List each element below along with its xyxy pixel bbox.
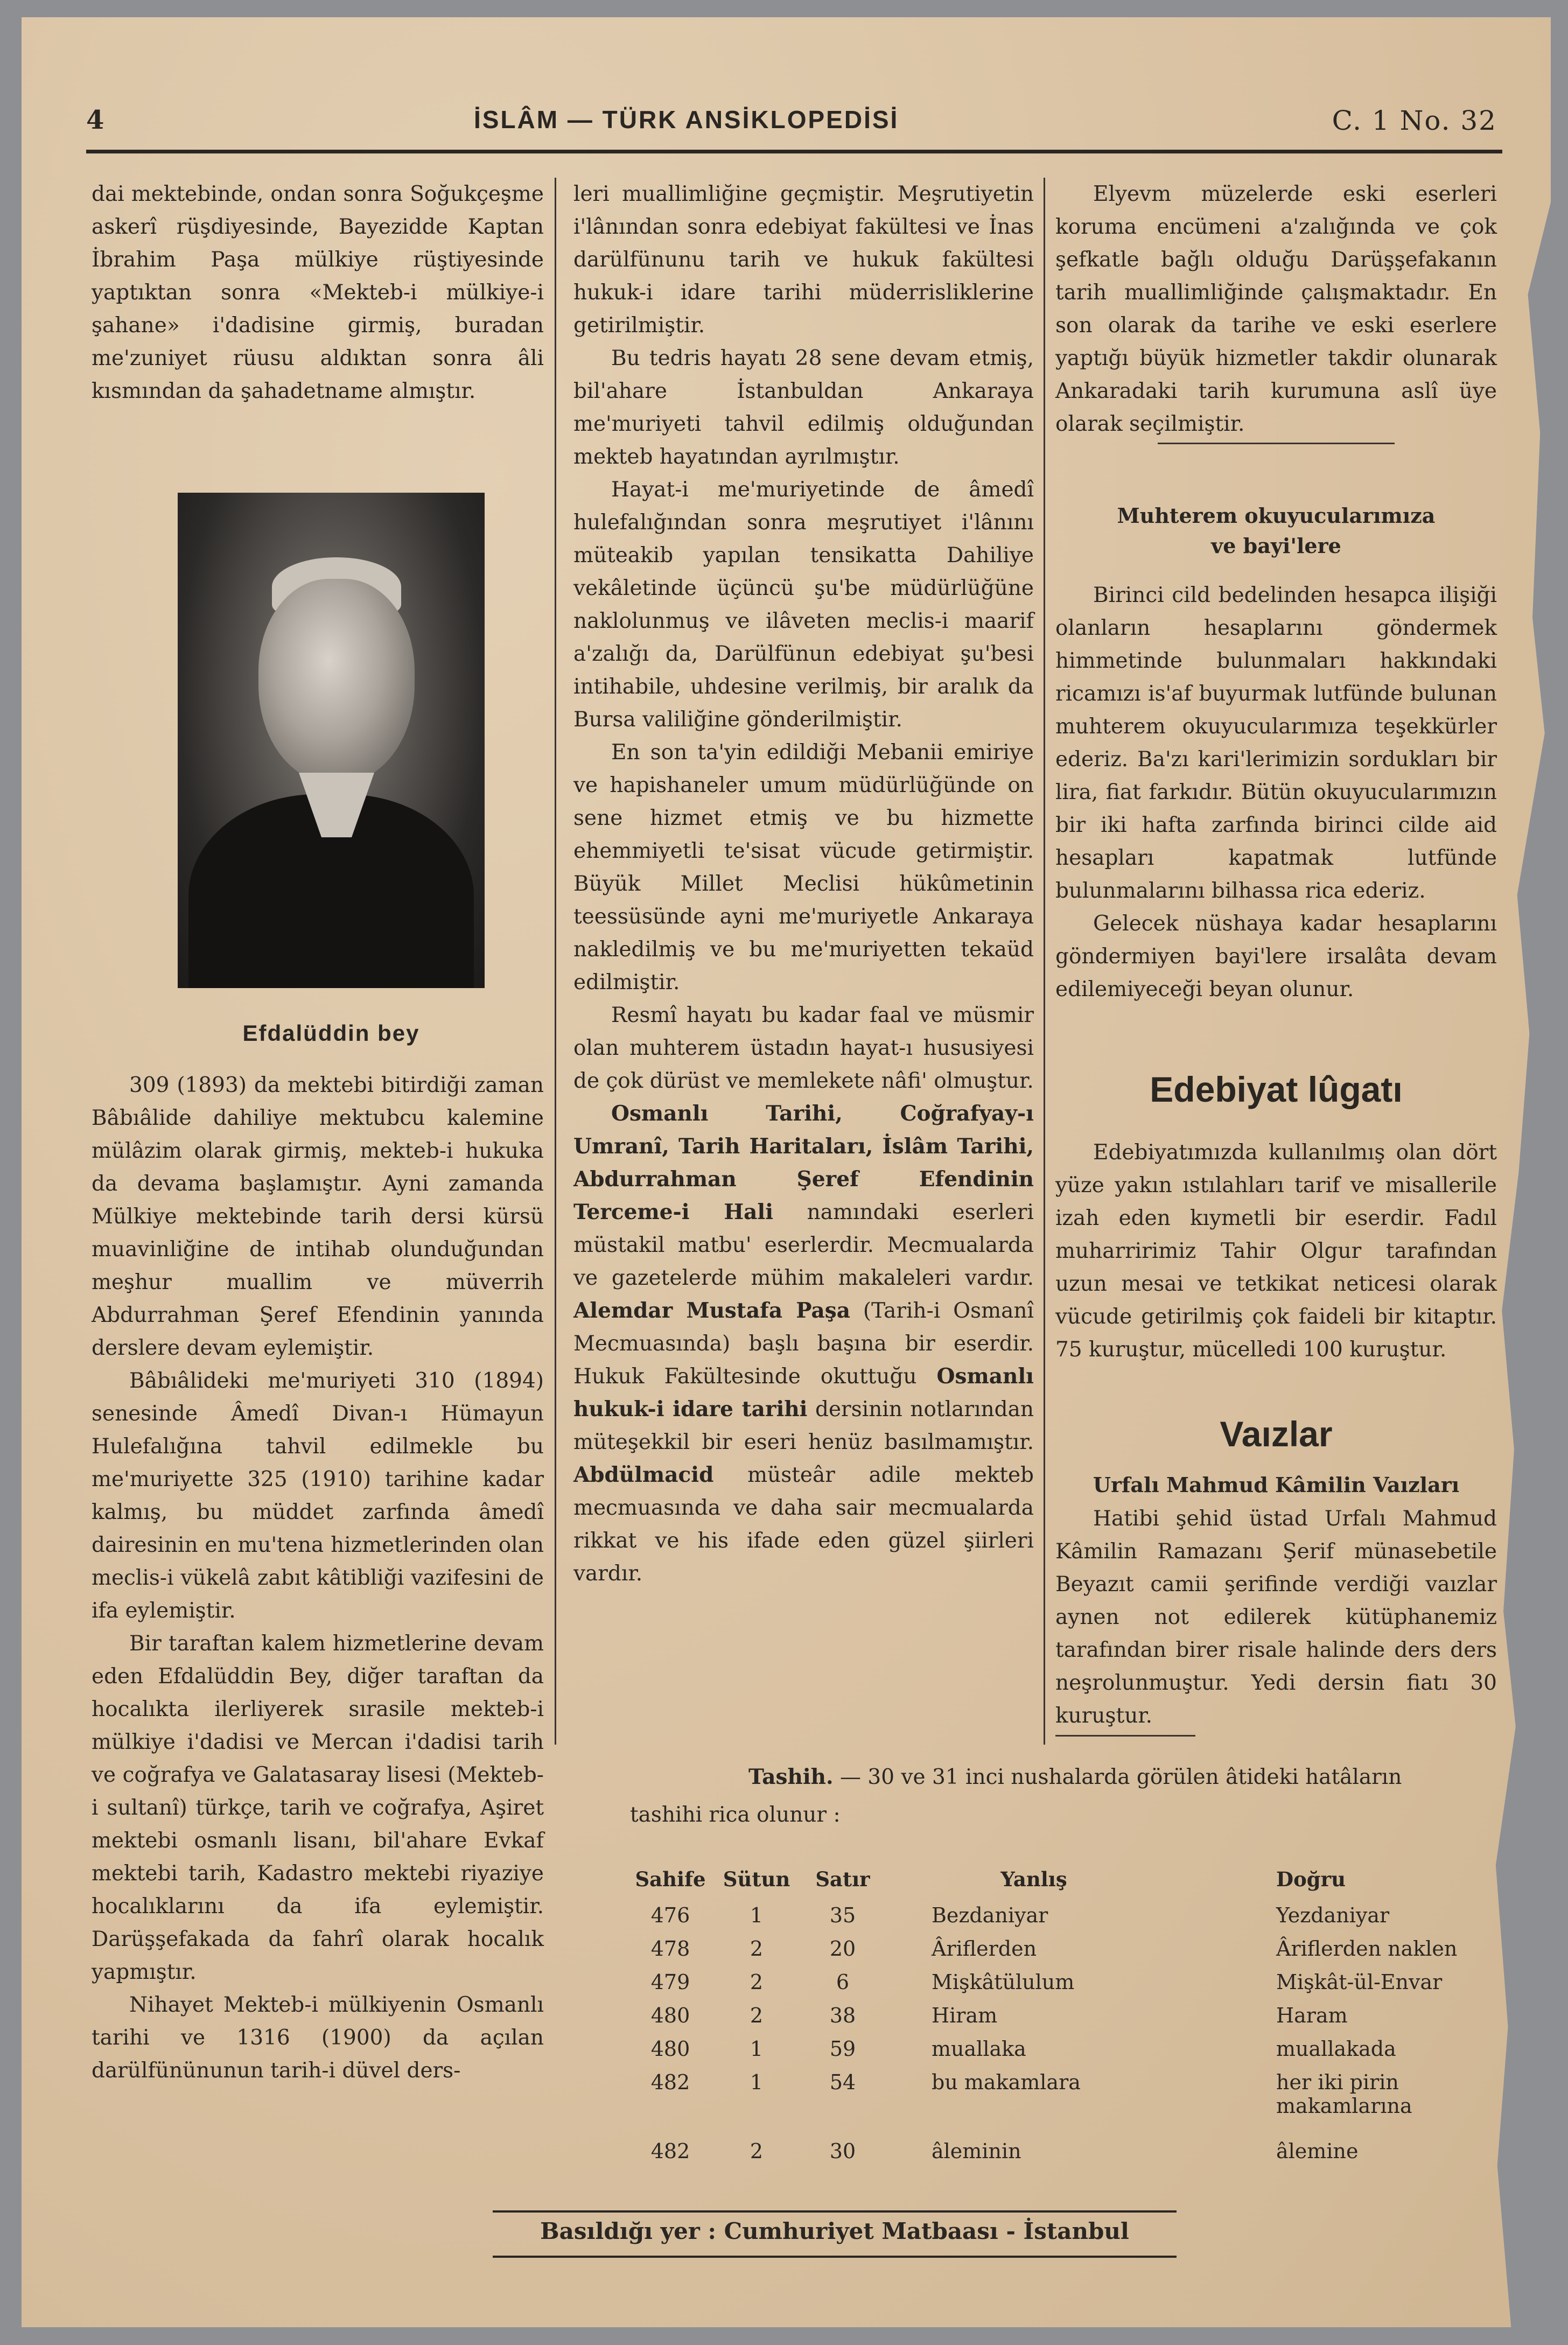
works-text-2: (Tarih-i Osmanî Mecmuasında) başlı başına bir eserdir. Hukuk Fakültesinde okuttuğu	[573, 1299, 1034, 1389]
cell-line: 35	[829, 1903, 856, 1927]
header-line: Satır	[815, 1867, 870, 1891]
cell-line: 59	[829, 2037, 856, 2061]
portrait-photo	[178, 493, 485, 988]
journal-title: İSLÂM — TÜRK ANSİKLOPEDİSİ	[474, 106, 899, 134]
cell-wrong: bu makamlara	[932, 2070, 1081, 2094]
edebiyat-title: Edebiyat lûgatı	[1150, 1069, 1403, 1109]
table-row	[630, 2070, 1470, 2118]
cell-right: Âriflerden naklen	[1276, 1937, 1458, 1961]
right-intro-paragraph: Elyevm müzelerde eski eserleri koruma encümeni a'zalığında ve çok şefkatle bağlı olduğu Darüşşefakanın tarih muallimliğinde çalışmaktadır. En son olarak da tarihe ve eski eserlere yaptığı büyük hizmetler takdir olunarak Ankaradaki tarih kurumuna aslî üye olarak seçilmiştir.	[1055, 182, 1497, 436]
cell-wrong: Âriflerden	[932, 1937, 1037, 1961]
cell-page: 476	[650, 1903, 690, 1927]
left-paragraph-4: Nihayet Mekteb-i mülkiyenin Osmanlı tarihi ve 1316 (1900) da açılan darülfününunun tarih-i düvel ders-	[92, 1993, 544, 2083]
middle-column	[573, 178, 1034, 1590]
portrait-face	[258, 579, 415, 783]
header-page: Sahife	[635, 1867, 706, 1891]
left-top-paragraph: dai mektebinde, ondan sonra Soğukçeşme askerî rüşdiyesinde, Bayezidde Kaptan İbrahim Paşa mülkiye rüştiyesinde yaptıktan sonra «Mekteb-i mülkiye-i şahane» i'dadisine girmiş, buradan me'zuniyet rüusu aldıktan sonra âli kısmından da şahadetname almıştır.	[92, 182, 544, 403]
cell-right: her iki pirin makamlarına	[1276, 2070, 1412, 2118]
corrections-header-row	[630, 1855, 1470, 1903]
vaizlar-subtitle: Urfalı Mahmud Kâmilin Vaızları	[1093, 1473, 1460, 1497]
cell-line: 38	[829, 2004, 856, 2027]
header-wrong: Yanlış	[1000, 1867, 1067, 1891]
cell-right: Yezdaniyar	[1276, 1903, 1390, 1927]
cell-page: 482	[650, 2139, 690, 2163]
column-rule-left	[555, 178, 556, 1745]
cell-right: muallakada	[1276, 2037, 1396, 2061]
cell-right: âlemine	[1276, 2139, 1359, 2163]
printer-imprint-text: Basıldığı yer : Cumhuriyet Matbaası - İstanbul	[540, 2218, 1129, 2244]
page-number: 4	[86, 105, 104, 135]
header-column: Sütun	[723, 1867, 790, 1891]
works-text-4: müsteâr adile mekteb mecmuasında ve daha sair mecmualarda rikkat ve his ifade eden güzel şiirleri vardır.	[573, 1463, 1034, 1586]
edebiyat-body	[1055, 1136, 1497, 1366]
middle-paragraph-2: Bu tedris hayatı 28 sene devam etmiş, bil'ahare İstanbuldan Ankaraya me'muriyeti tahvil edilmiş olduğundan mekteb hayatından ayrılmıştır.	[573, 346, 1034, 469]
cell-col: 2	[750, 1970, 764, 1994]
cell-col: 1	[750, 2037, 764, 2061]
cell-col: 2	[750, 2139, 764, 2163]
cell-page: 479	[650, 1970, 690, 1994]
edebiyat-paragraph: Edebiyatımızda kullanılmış olan dört yüze yakın ıstılahları tarif ve misallerile izah eden kıymetli bir eserdir. Fadıl muharririmiz Tahir Olgur tarafından uzun mesai ve tetkikat neticesi olarak vücude getirilmiş çok faideli bir kitaptır. 75 kuruştur, mücelledi 100 kuruştur.	[1055, 1140, 1497, 1362]
notice-paragraph-1: Birinci cild bedelinden hesapca ilişiği olanların hesaplarını göndermek himmetinde bulunmaları hakkındaki ricamızı is'af buyurmak lutfünde bulunan muhterem okuyucularımıza teşekkürler ederiz. Ba'zı kari'lerimizin sordukları bir lira, fiat farkıdır. Bütün okuyucularımızın bir iki hafta zarfında birinci cilde aid hesapları kapatmak lutfünde bulunmalarını bilhassa rica ederiz.	[1055, 583, 1497, 903]
table-row	[630, 1970, 1470, 2004]
cell-right: Haram	[1276, 2004, 1348, 2027]
corrections-table	[630, 1855, 1470, 2173]
cell-line: 6	[836, 1970, 850, 1994]
notice-body	[1055, 579, 1497, 1006]
vaizlar-body	[1055, 1502, 1497, 1732]
cell-col: 2	[750, 1937, 764, 1961]
left-paragraph-1: 309 (1893) da mektebi bitirdiği zaman Bâbıâlide dahiliye mektubcu kalemine mülâzim olarak girmiş, mekteb-i hukuka da devama başlamıştır. Ayni zamanda Mülkiye mektebinde tarih dersi kürsü muavinliğine de intihab olunduğundan meşhur muallim ve müverrih Abdurrahman Şeref Efendinin yanında derslere devam eylemiştir.	[92, 1073, 544, 1360]
cell-wrong: Bezdaniyar	[932, 1903, 1048, 1927]
cell-line: 20	[829, 1937, 856, 1961]
cell-col: 1	[750, 1903, 764, 1927]
cell-wrong: âleminin	[932, 2139, 1021, 2163]
right-column-intro	[1055, 178, 1497, 440]
notice-title-line-1: Muhterem okuyucularımıza	[1117, 503, 1436, 528]
corrections-label: Tashih.	[748, 1765, 834, 1789]
table-row	[630, 2118, 1470, 2173]
vaizlar-paragraph: Hatibi şehid üstad Urfalı Mahmud Kâmilin Ramazanı Şerif münasebetile Beyazıt camii şerifinde verdiği vaızlar aynen not edilerek kütüphanemiz tarafından birer risale halinde ders ders neşrolunmuştur. Yedi dersin fiatı 30 kuruştur.	[1055, 1507, 1497, 1728]
works-paragraph	[573, 1097, 1034, 1590]
cell-page: 480	[650, 2037, 690, 2061]
works-title-2: Alemdar Mustafa Paşa	[573, 1298, 851, 1323]
photo-caption: Efdalüddin bey	[242, 1020, 420, 1046]
cell-right: Mişkât-ül-Envar	[1276, 1970, 1443, 1994]
issue-number: C. 1 No. 32	[1332, 105, 1497, 136]
middle-paragraph-3: Hayat-i me'muriyetinde de âmedî hulefalığından sonra meşrutiyet i'lânını müteakib yapılan tensikatta Dahiliye vekâletinde üçüncü şu'be müdürlüğüne naklolunmuş ve ilâveten meclis-i maarif a'zalığı da, Darülfünun edebiyat şu'besi intihabile, uhdesine verilmiş, bir aralık da Bursa valiliğine gönderilmiştir.	[573, 478, 1034, 732]
notice-paragraph-2: Gelecek nüshaya kadar hesaplarını göndermiyen bayi'lere irsalâta devam edilemiyeceği beyan olunur.	[1055, 912, 1497, 1002]
cell-line: 54	[829, 2070, 856, 2094]
left-column-body	[92, 1069, 544, 2087]
works-text-3: dersinin notlarından müteşekkil bir eseri henüz basılmamıştır.	[573, 1397, 1034, 1454]
left-column-top	[92, 178, 544, 408]
corrections-intro	[630, 1758, 1470, 1834]
table-row	[630, 1903, 1470, 1937]
cell-page: 480	[650, 2004, 690, 2027]
left-paragraph-2: Bâbıâlideki me'muriyeti 310 (1894) senesinde Âmedî Divan-ı Hümayun Hulefalığına tahvil edilmekle bu me'muriyette 325 (1910) tarihine kadar kalmış, bu müddet zarfında âmedî dairesinin en mu'tena hizmetlerinden olan meclis-i vükelâ zabıt kâtibliği vazifesini de ifa eylemiştir.	[92, 1369, 544, 1623]
printer-imprint	[493, 2210, 1177, 2258]
left-paragraph-3: Bir taraftan kalem hizmetlerine devam eden Efdalüddin Bey, diğer taraftan da hocalıkta ilerliyerek sırasile mekteb-i mülkiye i'dadisi ve Mercan i'dadisi tarih ve coğrafya ve Galatasaray lisesi (Mekteb-i sultanî) türkçe, tarih ve coğrafya, Aşiret mektebi osmanlı lisanı, bil'ahare Evkaf mektebi tarih, Kadastro mektebi riyaziye hocalıklarını da ifa eylemiştir. Darüşşefakada da fahrî olarak hocalık yapmıştır.	[92, 1632, 544, 1984]
header-right: Doğru	[1276, 1867, 1346, 1891]
middle-paragraph-4: En son ta'yin edildiği Mebanii emiriye ve hapishaneler umum müdürlüğünde on sene hizmet etmiş ve bu hizmette ehemmiyetli te'sisat vücude getirmiştir. Büyük Millet Meclisi hükûmetinin teessüsünde ayni me'muriyetle Ankaraya nakledilmiş ve bu me'muriyetten tekaüd edilmiştir.	[573, 740, 1034, 995]
right-divider-1	[1158, 443, 1395, 444]
running-head	[86, 105, 1497, 148]
vaizlar-title: Vaızlar	[1220, 1414, 1333, 1454]
corrections-intro-text: — 30 ve 31 inci nushalarda görülen âtideki hatâların tashihi rica olunur :	[630, 1765, 1402, 1827]
cell-page: 482	[650, 2070, 690, 2094]
cell-wrong: Mişkâtülulum	[932, 1970, 1075, 1994]
cell-col: 1	[750, 2070, 764, 2094]
cell-page: 478	[650, 1937, 690, 1961]
notice-title-line-2: ve bayi'lere	[1211, 534, 1341, 558]
notice-title	[1055, 501, 1497, 561]
middle-paragraph-5: Resmî hayatı bu kadar faal ve müsmir olan muhterem üstadın hayat-ı hususiyesi de çok dürüst ve memlekete nâfi' olmuştur.	[573, 1003, 1034, 1093]
works-title-1: Osmanlı Tarihi, Coğrafyay-ı Umranî, Tarih Haritaları, İslâm Tarihi, Abdurrahman Şeref Efendinin Terceme-i Hali	[573, 1101, 1034, 1224]
table-row	[630, 1937, 1470, 1970]
cell-col: 2	[750, 2004, 764, 2027]
cell-wrong: Hiram	[932, 2004, 998, 2027]
works-title-4: Abdülmacid	[573, 1462, 714, 1487]
works-title-3: Osmanlı hukuk-i idare tarihi	[573, 1364, 1034, 1422]
column-rule-right	[1044, 178, 1045, 1745]
cell-line: 30	[829, 2139, 856, 2163]
works-text-1: namındaki eserleri müstakil matbu' eserlerdir. Mecmualarda ve gazetelerde mühim makaleleri vardır.	[573, 1200, 1034, 1290]
table-row	[630, 2004, 1470, 2037]
right-divider-2	[1055, 1735, 1195, 1737]
cell-wrong: muallaka	[932, 2037, 1026, 2061]
corrections-table-body	[630, 1903, 1470, 2173]
header-rule	[86, 150, 1502, 153]
middle-paragraph-1: leri muallimliğine geçmiştir. Meşrutiyetin i'lânından sonra edebiyat fakültesi ve İnas darülfünunu tarih ve hukuk fakültesi hukuk-i idare tarihi müderrisliklerine getirilmiştir.	[573, 182, 1034, 338]
table-row	[630, 2037, 1470, 2070]
